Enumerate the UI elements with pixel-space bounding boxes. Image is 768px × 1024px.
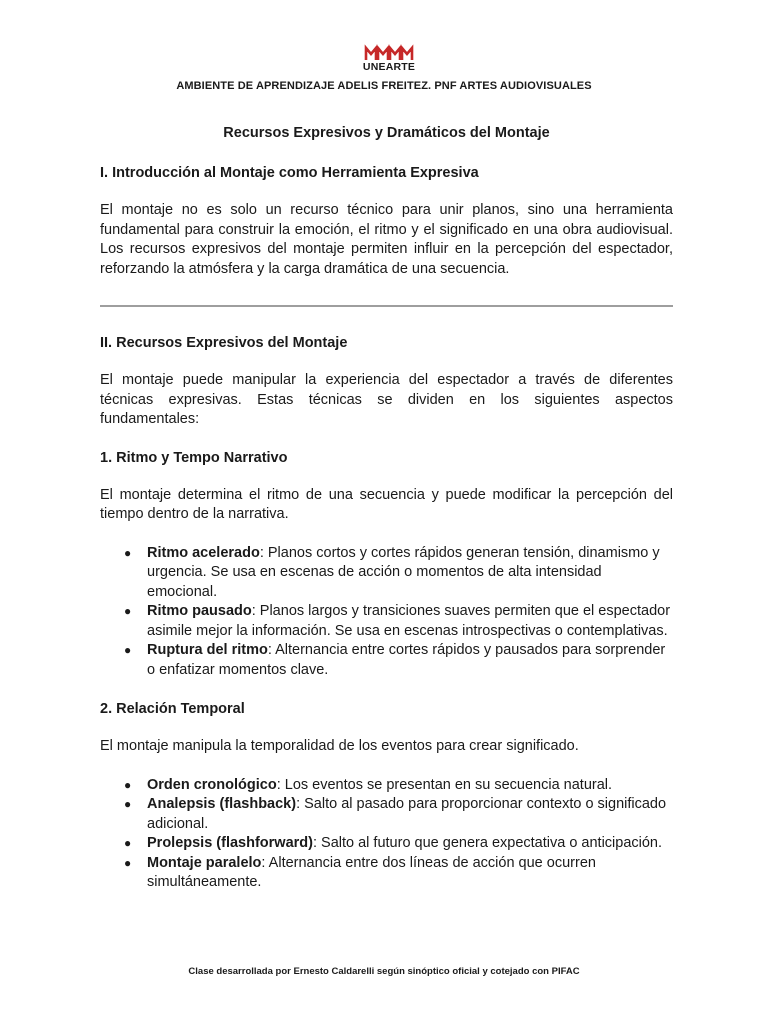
section1-paragraph: El montaje no es solo un recurso técnico para unir planos, sino una herramienta fundamental para construir la emoción, el ritmo y el significado en una obra audiovisual. Los recursos expresivos del montaje permiten influir en la percepción del espectador, reforzando la atmósfera y la carga dramática de una secuencia. — [100, 202, 673, 277]
list-item — [100, 795, 673, 834]
list-item — [100, 544, 673, 603]
subsection2-paragraph: El montaje manipula la temporalidad de los eventos para crear significado. — [100, 738, 579, 754]
page-footer: Clase desarrollada por Ernesto Caldarelli según sinóptico oficial y cotejado con PIFAC — [188, 966, 580, 977]
list-item — [100, 834, 673, 854]
section1-heading: I. Introducción al Montaje como Herramienta Expresiva — [100, 165, 479, 181]
list-item-text: : Salto al futuro que genera expectativa o anticipación. — [312, 835, 663, 851]
rhythm-list — [100, 544, 673, 681]
unearte-logo-mark — [362, 44, 416, 62]
subsection1-heading: 1. Ritmo y Tempo Narrativo — [100, 449, 288, 466]
list-item-term: Ritmo pausado — [147, 603, 252, 619]
list-item-term: Montaje paralelo — [147, 854, 262, 871]
section2-paragraph: El montaje puede manipular la experiencia del espectador a través de diferentes técnicas expresivas. Estas técnicas se dividen en los siguientes aspectos fundamentales: — [100, 372, 673, 427]
list-item-term: Ruptura del ritmo — [147, 642, 268, 658]
bullet-icon: ● — [124, 643, 132, 657]
list-item-text: : Alternancia entre cortes rápidos y pausados para sorprender o enfatizar momentos clave. — [147, 642, 666, 678]
list-item-term: Prolepsis (flashforward) — [147, 835, 313, 851]
list-item-term: Analepsis (flashback) — [147, 796, 297, 812]
document-body — [100, 123, 673, 893]
list-item-term: Orden cronológico — [147, 776, 277, 793]
bullet-icon: ● — [124, 777, 132, 792]
unearte-logo — [362, 44, 416, 74]
list-item-text: : Alternancia entre dos líneas de acción que ocurren simultáneamente. — [147, 854, 596, 890]
bullet-icon: ● — [124, 797, 132, 811]
list-item — [100, 776, 673, 796]
list-item — [100, 602, 673, 641]
logo-text: UNEARTE — [362, 61, 416, 73]
bullet-icon: ● — [124, 855, 132, 870]
list-item-text: : Los eventos se presentan en su secuencia natural. — [276, 776, 613, 793]
list-item-text: : Salto al pasado para proporcionar contexto o significado adicional. — [147, 796, 667, 832]
bullet-icon: ● — [124, 604, 132, 618]
list-item-term: Ritmo acelerado — [147, 544, 260, 561]
list-item-text: : Planos largos y transiciones suaves permiten que el espectador asimile mejor la información. Se usa en escenas introspectivas o contemplativas. — [147, 603, 671, 639]
temporal-list — [100, 776, 673, 893]
document-title: Recursos Expresivos y Dramáticos del Montaje — [223, 125, 550, 141]
bullet-icon: ● — [124, 545, 132, 560]
subsection2-heading: 2. Relación Temporal — [100, 701, 245, 717]
list-item — [100, 854, 673, 893]
list-item — [100, 641, 673, 680]
list-item-text: : Planos cortos y cortes rápidos generan tensión, dinamismo y urgencia. Se usa en escenas de acción o momentos de alta intensidad emocional. — [147, 544, 660, 600]
bullet-icon: ● — [124, 836, 132, 850]
subsection1-paragraph: El montaje determina el ritmo de una secuencia y puede modificar la percepción del tiempo dentro de la narrativa. — [100, 486, 673, 522]
section2-heading: II. Recursos Expresivos del Montaje — [100, 335, 348, 351]
header-subtitle: AMBIENTE DE APRENDIZAJE ADELIS FREITEZ. PNF ARTES AUDIOVISUALES — [176, 80, 592, 92]
